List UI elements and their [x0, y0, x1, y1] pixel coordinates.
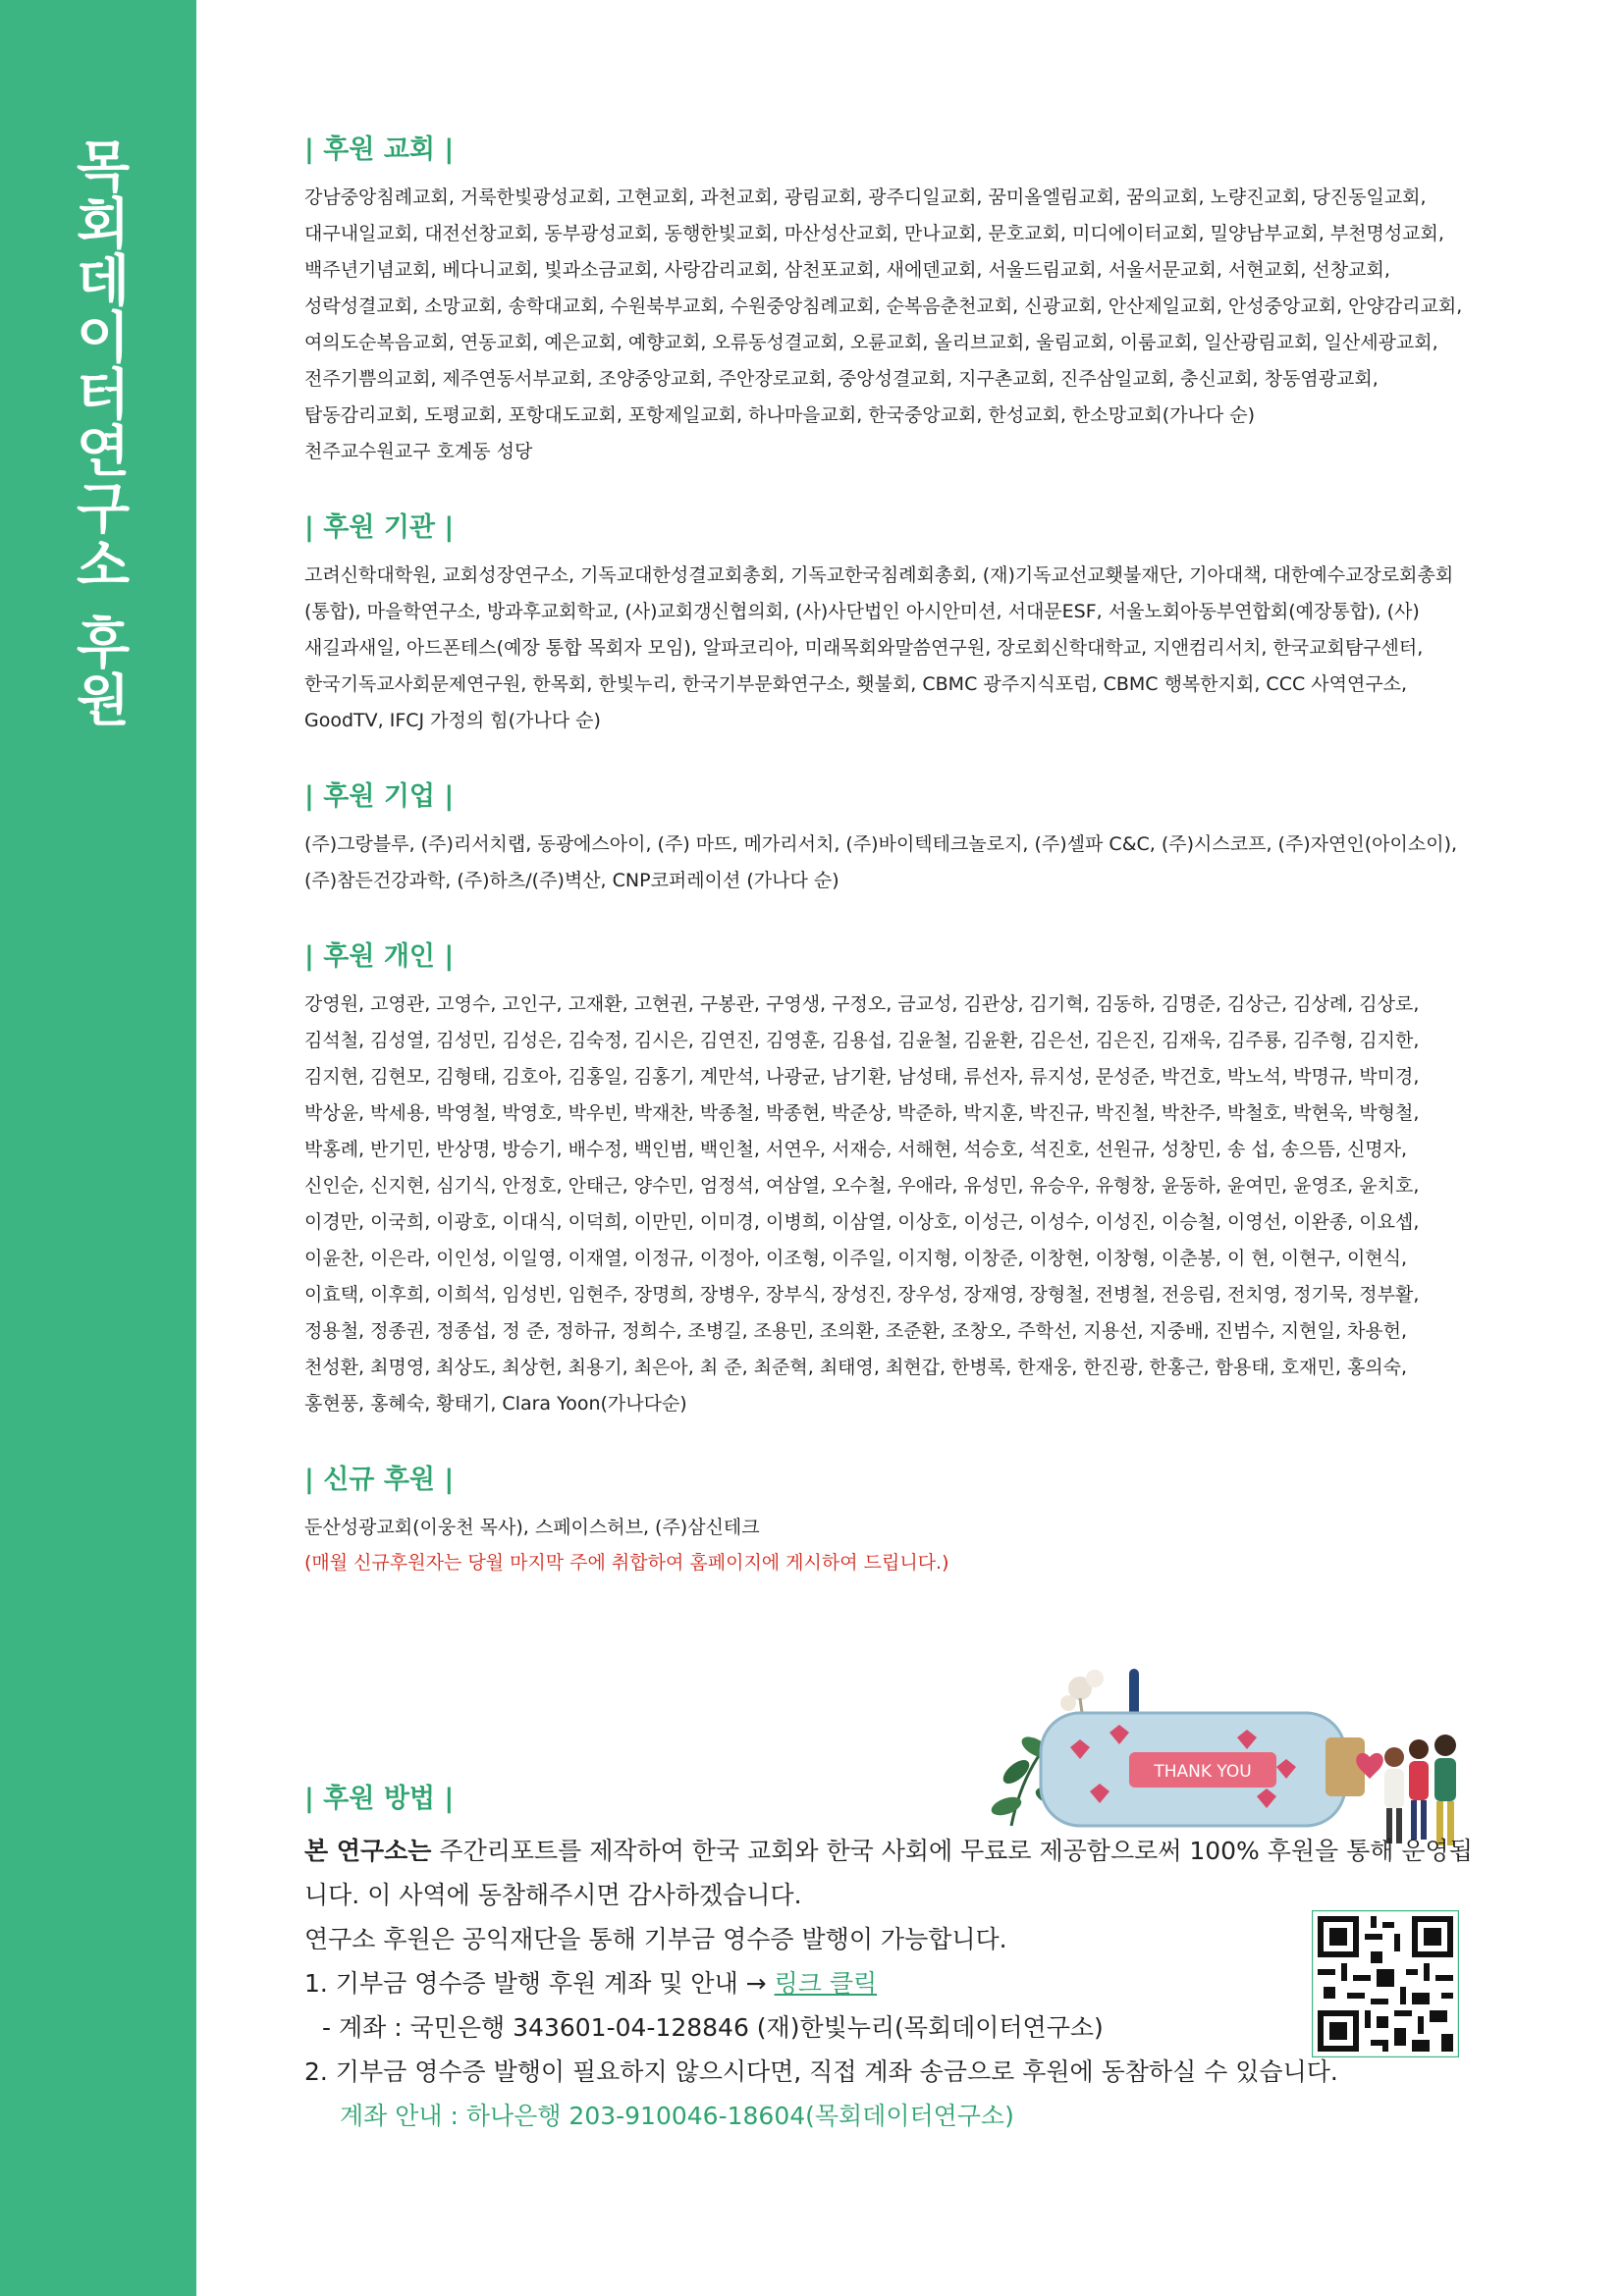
- section-heading-method: | 후원 방법 |: [304, 1784, 455, 1814]
- individuals-list: 강영원, 고영관, 고영수, 고인구, 고재환, 고현권, 구봉관, 구영생, 구정오, 금교성, 김관상, 김기혁, 김동하, 김명준, 김상근, 김상례, 김상로, 김석철, 김성열, 김성민, 김성은, 김숙정, 김시은, 김연진, 김영훈, 김용섭, 김윤철, 김윤환, 김은선, 김은진, 김재욱, 김주룡, 김주형, 김지한, 김지현, 김현모, 김형태, 김호아, 김홍일, 김홍기, 계만석, 나광균, 남기환, 남성태, 류선자, 류지성, 문성준, 박건호, 박노석, 박명규, 박미경, 박상윤, 박세용, 박영철, 박영호, 박우빈, 박재찬, 박종철, 박종현, 박준상, 박준하, 박지훈, 박진규, 박진철, 박찬주, 박철호, 박현욱, 박형철, 박홍례, 반기민, 반상명, 방승기, 배수정, 백인범, 백인철, 서연우, 서재승, 서해현, 석승호, 석진호, 선원규, 성창민, 송 섭, 송으뜸, 신명자, 신인순, 신지현, 심기식, 안정호, 안태근, 양수민, 엄정석, 여삼열, 오수철, 우애라, 유성민, 유승우, 유형창, 윤동하, 윤여민, 윤영조, 윤치호, 이경만, 이국희, 이광호, 이대식, 이덕희, 이만민, 이미경, 이병희, 이삼열, 이상호, 이성근, 이성수, 이성진, 이승철, 이영선, 이완종, 이요셉, 이윤찬, 이은라, 이인성, 이일영, 이재열, 이정규, 이정아, 이조형, 이주일, 이지형, 이창준, 이창현, 이창형, 이춘봉, 이 현, 이현구, 이현식, 이효택, 이후희, 이희석, 임성빈, 임현주, 장명희, 장병우, 장부식, 장성진, 장우성, 장재영, 장형철, 전병철, 전응림, 전치영, 정기묵, 정부활, 정용철, 정종권, 정종섭, 정 준, 정하규, 정희수, 조병길, 조용민, 조의환, 조준환, 조창오, 주학선, 지용선, 지중배, 진범수, 지현일, 차용헌, 천성환, 최명영, 최상도, 최상헌, 최용기, 최은아, 최 준, 최준혁, 최태영, 최현갑, 한병록, 한재웅, 한진광, 한홍근, 함용태, 호재민, 홍의숙, 홍현풍, 홍혜숙, 황태기, Clara Yoon(가나다순): [304, 993, 1420, 1415]
- section-heading-institutions: | 후원 기관 |: [304, 512, 455, 543]
- step-1: [304, 1961, 1473, 2005]
- receipt-note: 연구소 후원은 공익재단을 통해 기부금 영수증 발행이 가능합니다.: [304, 1925, 1007, 1953]
- sidebar: [0, 0, 196, 2296]
- companies-list: (주)그랑블루, (주)리서치랩, 동광에스아이, (주) 마뜨, 메가리서치, (주)바이텍테크놀로지, (주)셀파 C&C, (주)시스코프, (주)자연인(아이소이), (주)참든건강과학, (주)하츠/(주)벽산, CNP코퍼레이션 (가나다 순): [304, 833, 1458, 891]
- section-companies: [304, 774, 1473, 899]
- step-1-account: - 계좌 : 국민은행 343601-04-128846 (재)한빛누리(목회데이터연구소): [322, 2013, 1104, 2042]
- qr-code-icon[interactable]: [1312, 1910, 1459, 2057]
- step-1-text: 1. 기부금 영수증 발행 후원 계좌 및 안내 →: [304, 1969, 767, 1998]
- section-churches: [304, 128, 1473, 470]
- step-2-account: 계좌 안내 : 하나은행 203-910046-18604(목회데이터연구소): [340, 2102, 1014, 2130]
- method-body: [304, 1829, 1473, 2138]
- section-institutions: [304, 506, 1473, 739]
- churches-list: 강남중앙침례교회, 거룩한빛광성교회, 고현교회, 과천교회, 광림교회, 광주디일교회, 꿈미올엘림교회, 꿈의교회, 노량진교회, 당진동일교회, 대구내일교회, 대전선창교회, 동부광성교회, 동행한빛교회, 마산성산교회, 만나교회, 문호교회, 미디에이터교회, 밀양남부교회, 부천명성교회, 백주년기념교회, 베다니교회, 빛과소금교회, 사랑감리교회, 삼천포교회, 새에덴교회, 서울드림교회, 서울서문교회, 서현교회, 선창교회, 성락성결교회, 소망교회, 송학대교회, 수원북부교회, 수원중앙침례교회, 순복음춘천교회, 신광교회, 안산제일교회, 안성중앙교회, 안양감리교회, 여의도순복음교회, 연동교회, 예은교회, 예향교회, 오류동성결교회, 오륜교회, 올리브교회, 울림교회, 이룸교회, 일산광림교회, 일산세광교회, 전주기쁨의교회, 제주연동서부교회, 조양중앙교회, 주안장로교회, 중앙성결교회, 지구촌교회, 진주삼일교회, 충신교회, 창동염광교회, 탑동감리교회, 도평교회, 포항대도교회, 포항제일교회, 하나마을교회, 한국중앙교회, 한성교회, 한소망교회(가나다 순): [304, 187, 1463, 426]
- method-intro-text: 주간리포트를 제작하여 한국 교회와 한국 사회에 무료로 제공함으로써 100% 후원을 통해 운영됩니다. 이 사역에 동참해주시면 감사하겠습니다.: [304, 1837, 1473, 1909]
- churches-extra: 천주교수원교구 호계동 성당: [304, 441, 533, 462]
- section-method: [304, 1777, 1473, 2138]
- supporters-list: [304, 128, 1473, 1615]
- step-2: 2. 기부금 영수증 발행이 필요하지 않으시다면, 직접 계좌 송금으로 후원에 동참하실 수 있습니다.: [304, 2057, 1338, 2086]
- receipt-link[interactable]: 링크 클릭: [774, 1969, 878, 1998]
- section-new-support: [304, 1458, 1473, 1579]
- section-heading-new-support: | 신규 후원 |: [304, 1465, 455, 1495]
- new-support-list: 둔산성광교회(이웅천 목사), 스페이스허브, (주)삼신테크: [304, 1517, 760, 1538]
- method-intro: [304, 1829, 1473, 1917]
- section-heading-companies: | 후원 기업 |: [304, 781, 455, 812]
- section-heading-individuals: | 후원 개인 |: [304, 941, 455, 972]
- section-heading-churches: | 후원 교회 |: [304, 134, 455, 165]
- sidebar-title: 목회데이터연구소 후원: [67, 137, 131, 728]
- institutions-list: 고려신학대학원, 교회성장연구소, 기독교대한성결교회총회, 기독교한국침례회총회, (재)기독교선교횃불재단, 기아대책, 대한예수교장로회총회(통합), 마을학연구소, 방과후교회학교, (사)교회갱신협의회, (사)사단법인 아시안미션, 서대문ESF, 서울노회아동부연합회(예장통합), (사)새길과새일, 아드폰테스(예장 통합 목회자 모임), 알파코리아, 미래목회와말씀연구원, 장로회신학대학교, 지앤컴리서치, 한국교회탐구센터, 한국기독교사회문제연구원, 한목회, 한빛누리, 한국기부문화연구소, 횃불회, CBMC 광주지식포럼, CBMC 행복한지회, CCC 사역연구소, GoodTV, IFCJ 가정의 힘(가나다 순): [304, 564, 1454, 731]
- method-intro-bold: 본 연구소는: [304, 1837, 432, 1865]
- new-support-note: (매월 신규후원자는 당월 마지막 주에 취합하여 홈페이지에 게시하여 드립니다.): [304, 1552, 949, 1574]
- jar-label: THANK YOU: [1154, 1762, 1252, 1782]
- section-individuals: [304, 934, 1473, 1422]
